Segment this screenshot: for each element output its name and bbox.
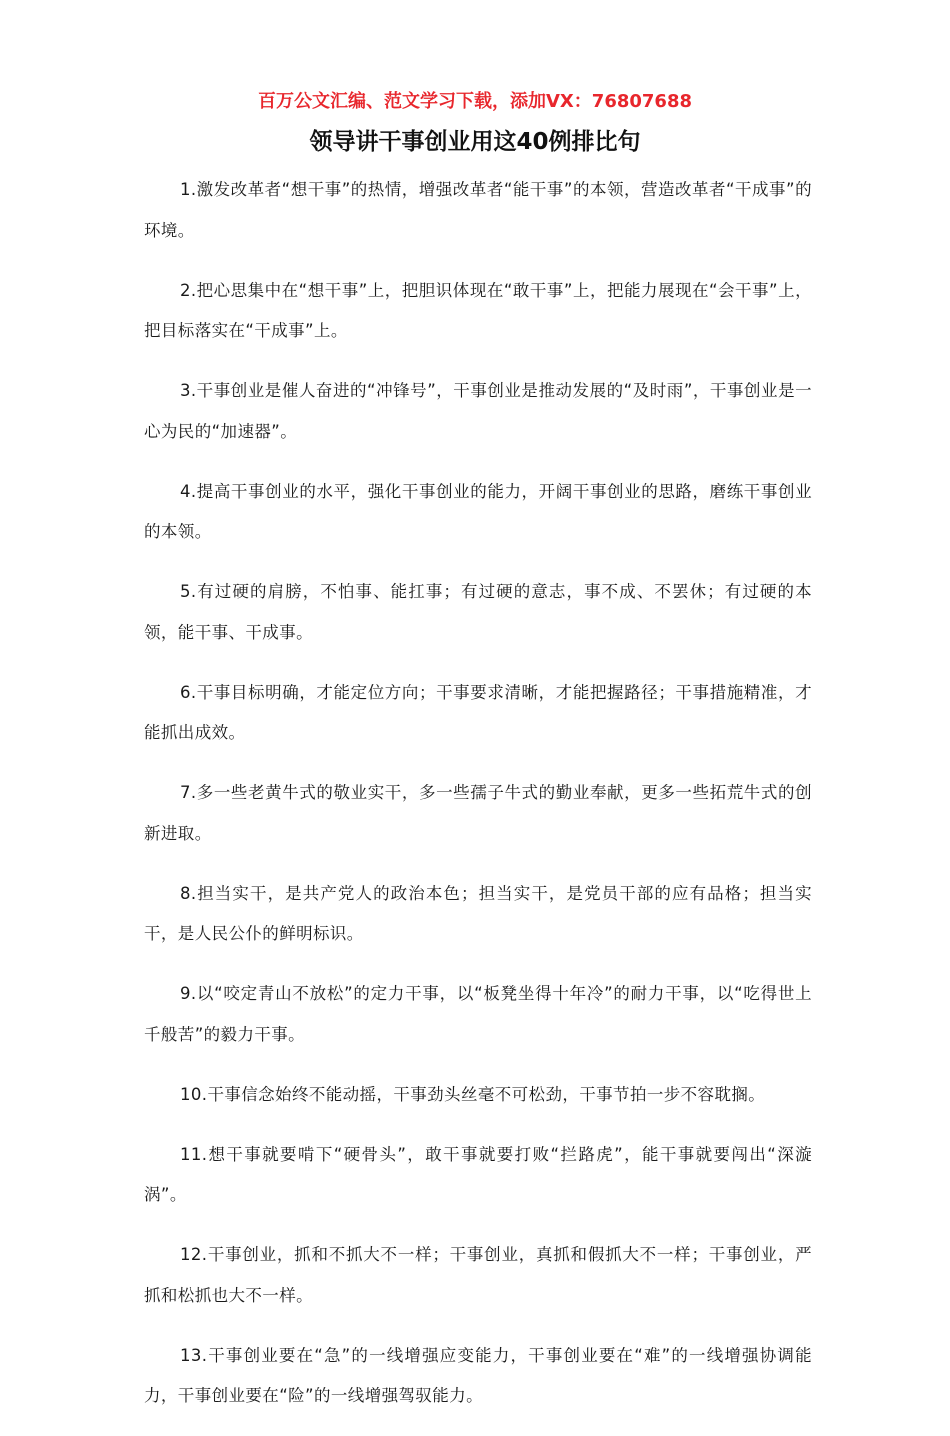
paragraph-7: 7.多一些老黄牛式的敬业实干，多一些孺子牛式的勤业奉献，更多一些拓荒牛式的创新进取。	[144, 783, 812, 843]
paragraph-6: 6.干事目标明确，才能定位方向；干事要求清晰，才能把握路径；干事措施精准，才能抓出成效。	[144, 682, 812, 742]
paragraph-13: 13.干事创业要在“急”的一线增强应变能力，干事创业要在“难”的一线增强协调能力，干事创业要在“险”的一线增强驾驭能力。	[144, 1345, 812, 1405]
paragraph-5: 5.有过硬的肩膀，不怕事、能扛事；有过硬的意志，事不成、不罢休；有过硬的本领，能干事、干成事。	[144, 582, 812, 642]
document-title: 领导讲干事创业用这40例排比句	[309, 129, 641, 155]
paragraph-10: 10.干事信念始终不能动摇，干事劲头丝毫不可松劲，干事节拍一步不容耽搁。	[180, 1084, 766, 1104]
header-note: 百万公文汇编、范文学习下载，添加VX：76807688	[257, 91, 692, 112]
document-body	[144, 170, 812, 1436]
paragraph-2: 2.把心思集中在“想干事”上，把胆识体现在“敢干事”上，把能力展现在“会干事”上，把目标落实在“干成事”上。	[144, 280, 812, 340]
paragraph-3: 3.干事创业是催人奋进的“冲锋号”，干事创业是推动发展的“及时雨”，干事创业是一心为民的“加速器”。	[144, 381, 812, 441]
paragraph-8: 8.担当实干，是共产党人的政治本色；担当实干，是党员干部的应有品格；担当实干，是人民公仆的鲜明标识。	[144, 883, 812, 943]
paragraph-9: 9.以“咬定青山不放松”的定力干事，以“板凳坐得十年冷”的耐力干事，以“吃得世上千般苦”的毅力干事。	[144, 984, 812, 1044]
paragraph-1: 1.激发改革者“想干事”的热情，增强改革者“能干事”的本领，营造改革者“干成事”的环境。	[144, 180, 812, 240]
paragraph-12: 12.干事创业，抓和不抓大不一样；干事创业，真抓和假抓大不一样；干事创业，严抓和松抓也大不一样。	[144, 1245, 812, 1305]
paragraph-4: 4.提高干事创业的水平，强化干事创业的能力，开阔干事创业的思路，磨练干事创业的本领。	[144, 481, 812, 541]
paragraph-11: 11.想干事就要啃下“硬骨头”，敢干事就要打败“拦路虎”，能干事就要闯出“深漩涡”。	[144, 1144, 812, 1204]
